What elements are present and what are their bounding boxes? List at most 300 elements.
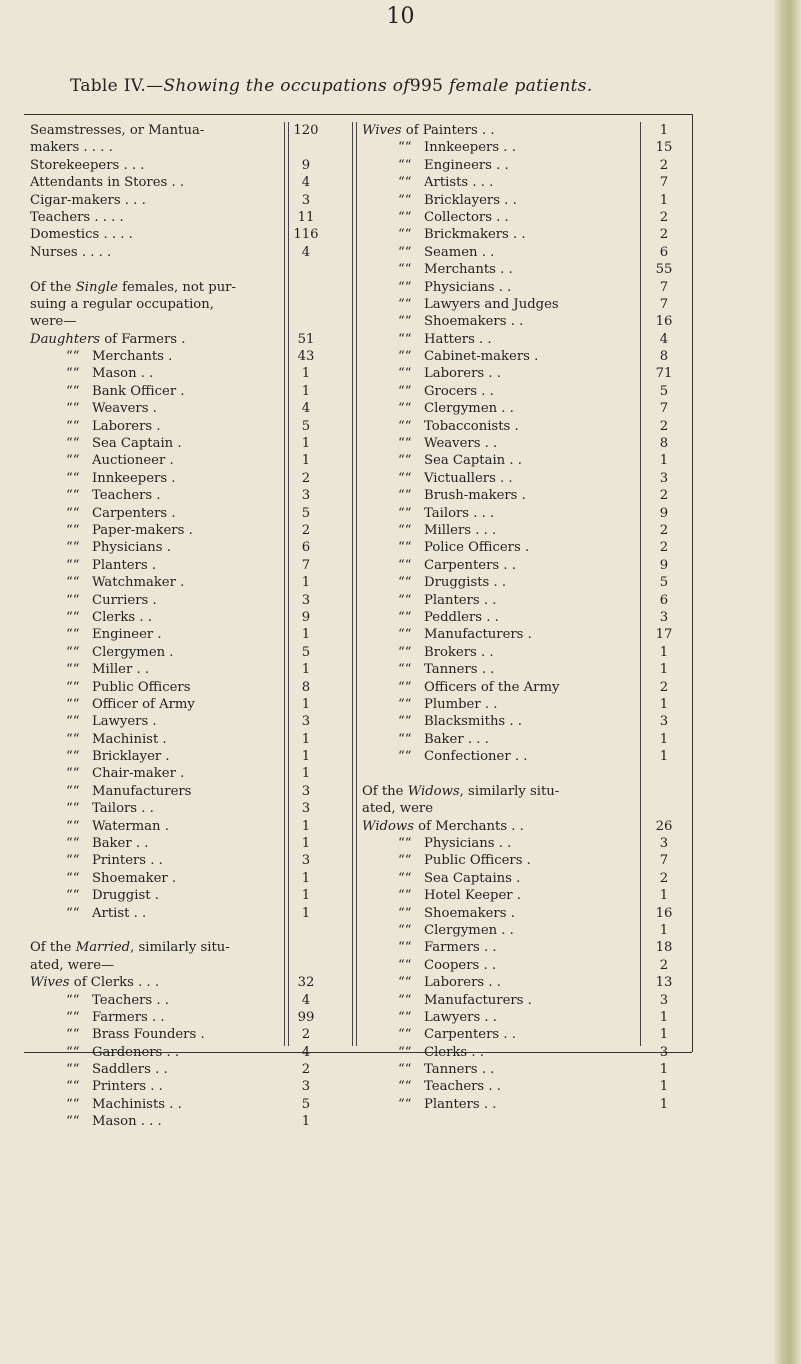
table-title-occupations: the occupations bbox=[245, 76, 388, 96]
table-title-of: of bbox=[392, 76, 410, 96]
table-row bbox=[362, 887, 692, 904]
count-value: 8 bbox=[659, 436, 669, 452]
table-row bbox=[30, 992, 330, 1009]
occupation-label bbox=[30, 818, 169, 835]
count-value: 1 bbox=[659, 696, 669, 712]
table-row bbox=[362, 505, 692, 522]
table-row bbox=[362, 957, 692, 974]
occupation-label bbox=[30, 157, 144, 174]
occupation-label bbox=[30, 365, 153, 382]
count-value: 1 bbox=[659, 1027, 669, 1043]
table-row bbox=[30, 679, 330, 696]
occupation-label bbox=[30, 870, 176, 887]
count-value: 6 bbox=[301, 540, 311, 556]
occupation-text: Manufacturers bbox=[92, 783, 192, 799]
count-value: 4 bbox=[301, 1044, 311, 1060]
occupation-text: Wives of Painters . . bbox=[362, 123, 495, 138]
occupation-label bbox=[362, 870, 520, 887]
table-row bbox=[362, 1026, 692, 1043]
count-value: 2 bbox=[659, 157, 669, 173]
table-row bbox=[362, 279, 692, 296]
occupation-text: were— bbox=[30, 314, 77, 330]
table-row bbox=[362, 244, 692, 261]
count-value: 3 bbox=[301, 1079, 311, 1095]
table-title-dash: — bbox=[146, 76, 164, 96]
table-row bbox=[362, 418, 692, 435]
occupation-text: Merchants . bbox=[92, 349, 173, 365]
count-value: 17 bbox=[655, 627, 673, 643]
table-row bbox=[30, 1113, 330, 1130]
count-value: 13 bbox=[655, 975, 673, 991]
occupation-label bbox=[30, 470, 176, 487]
occupation-label bbox=[362, 1078, 501, 1095]
ditto-mark: ““ bbox=[66, 1096, 80, 1112]
occupation-text: Artist . . bbox=[92, 905, 147, 921]
occupation-text: Brokers . . bbox=[424, 644, 494, 660]
occupation-label bbox=[30, 313, 76, 330]
count-value: 4 bbox=[301, 401, 311, 417]
occupation-label bbox=[362, 835, 511, 852]
occupation-label bbox=[362, 470, 513, 487]
occupation-text: Innkeepers . bbox=[92, 470, 176, 486]
occupation-text: Of the Widows, similarly situ- bbox=[362, 783, 560, 799]
ditto-mark: ““ bbox=[66, 627, 80, 643]
ditto-mark: ““ bbox=[398, 1044, 412, 1060]
table-row bbox=[30, 922, 330, 939]
ditto-mark: ““ bbox=[66, 453, 80, 469]
ditto-mark: ““ bbox=[398, 192, 412, 208]
count-value: 1 bbox=[659, 662, 669, 678]
occupation-label bbox=[362, 574, 506, 591]
table-row bbox=[362, 870, 692, 887]
ditto-mark: ““ bbox=[66, 470, 80, 486]
table-row bbox=[30, 139, 330, 156]
table-row bbox=[30, 696, 330, 713]
count-value: 2 bbox=[659, 488, 669, 504]
occupation-text: Of the Single females, not pur- bbox=[30, 279, 236, 295]
occupation-text: Waterman . bbox=[92, 818, 169, 834]
table-row bbox=[30, 1096, 330, 1113]
right-column bbox=[362, 122, 692, 1113]
occupation-label bbox=[30, 974, 159, 991]
occupation-label bbox=[362, 992, 532, 1009]
ditto-mark: ““ bbox=[66, 418, 80, 434]
count-value: 1 bbox=[659, 1079, 669, 1095]
occupation-label bbox=[30, 435, 182, 452]
occupation-text: Brass Founders . bbox=[92, 1027, 205, 1043]
count-value: 11 bbox=[297, 209, 315, 225]
ditto-mark: ““ bbox=[398, 1027, 412, 1043]
ditto-mark: ““ bbox=[398, 870, 412, 886]
occupation-text: Officer of Army bbox=[92, 696, 195, 712]
occupation-label bbox=[362, 748, 527, 765]
count-value: 7 bbox=[659, 296, 669, 312]
count-value: 2 bbox=[301, 1027, 311, 1043]
occupation-text: Officers of the Army bbox=[424, 679, 560, 695]
table-row bbox=[30, 748, 330, 765]
table-top-rule bbox=[24, 114, 692, 115]
table-row bbox=[30, 800, 330, 817]
occupation-label bbox=[30, 609, 152, 626]
occupation-text: Seamen . . bbox=[424, 244, 495, 260]
occupation-text: Attendants in Stores . . bbox=[30, 175, 185, 191]
occupation-label bbox=[362, 139, 516, 156]
occupation-label bbox=[362, 1044, 484, 1061]
occupation-label bbox=[362, 1009, 497, 1026]
count-value: 2 bbox=[659, 227, 669, 243]
occupation-text: Printers . . bbox=[92, 853, 163, 869]
table-row bbox=[30, 661, 330, 678]
count-value: 1 bbox=[659, 888, 669, 904]
occupation-text: Blacksmiths . . bbox=[424, 714, 522, 730]
table-row bbox=[30, 313, 330, 330]
table-row bbox=[30, 452, 330, 469]
occupation-text: Curriers . bbox=[92, 592, 157, 608]
occupation-text: Tobacconists . bbox=[424, 418, 519, 434]
table-row bbox=[30, 574, 330, 591]
occupation-text: Sea Captains . bbox=[424, 870, 521, 886]
occupation-text: Laborers . bbox=[92, 418, 161, 434]
table-row bbox=[362, 679, 692, 696]
occupation-text: Gardeners . . bbox=[92, 1044, 180, 1060]
ditto-mark: ““ bbox=[398, 714, 412, 730]
occupation-text: Paper-makers . bbox=[92, 522, 193, 538]
ditto-mark: ““ bbox=[66, 349, 80, 365]
occupation-label bbox=[30, 939, 230, 956]
table-row bbox=[30, 644, 330, 661]
occupation-text: Auctioneer . bbox=[92, 453, 174, 469]
count-value: 5 bbox=[659, 383, 669, 399]
occupation-label bbox=[362, 887, 521, 904]
count-value: 120 bbox=[293, 123, 319, 138]
occupation-label bbox=[30, 783, 191, 800]
table-row bbox=[30, 487, 330, 504]
occupation-text: Shoemaker . bbox=[92, 870, 177, 886]
table-row bbox=[362, 557, 692, 574]
occupation-text: Bank Officer . bbox=[92, 383, 185, 399]
occupation-text: Machinists . . bbox=[92, 1096, 182, 1112]
occupation-label bbox=[362, 122, 495, 139]
occupation-label bbox=[30, 331, 185, 348]
count-value: 1 bbox=[301, 383, 311, 399]
occupation-label bbox=[362, 852, 531, 869]
ditto-mark: ““ bbox=[398, 157, 412, 173]
table-row bbox=[30, 157, 330, 174]
table-row bbox=[30, 731, 330, 748]
occupation-label bbox=[362, 331, 492, 348]
table-row bbox=[30, 365, 330, 382]
ditto-mark: ““ bbox=[398, 175, 412, 191]
occupation-text: Daughters of Farmers . bbox=[30, 331, 186, 347]
table-title-female-patients: female patients. bbox=[448, 76, 593, 96]
table-row bbox=[30, 765, 330, 782]
occupation-label bbox=[30, 505, 176, 522]
table-row bbox=[362, 470, 692, 487]
table-row bbox=[362, 731, 692, 748]
ditto-mark: ““ bbox=[398, 696, 412, 712]
occupation-text: Sea Captain . . bbox=[424, 453, 522, 469]
ditto-mark: ““ bbox=[398, 418, 412, 434]
ditto-mark: ““ bbox=[66, 1044, 80, 1060]
count-value: 4 bbox=[659, 331, 669, 347]
occupation-label bbox=[30, 296, 214, 313]
occupation-text: Confectioner . . bbox=[424, 749, 528, 765]
table-row bbox=[362, 1009, 692, 1026]
occupation-label bbox=[362, 679, 559, 696]
occupation-label bbox=[362, 296, 559, 313]
ditto-mark: ““ bbox=[398, 975, 412, 991]
ditto-mark: ““ bbox=[66, 592, 80, 608]
count-value: 3 bbox=[301, 801, 311, 817]
ditto-mark: ““ bbox=[66, 853, 80, 869]
count-value: 2 bbox=[301, 470, 311, 486]
ditto-mark: ““ bbox=[66, 609, 80, 625]
table-row bbox=[362, 592, 692, 609]
ditto-mark: ““ bbox=[398, 453, 412, 469]
ditto-mark: ““ bbox=[66, 505, 80, 521]
ditto-mark: ““ bbox=[398, 383, 412, 399]
occupation-label bbox=[30, 452, 174, 469]
ditto-mark: ““ bbox=[398, 575, 412, 591]
occupation-label bbox=[30, 696, 195, 713]
occupation-text: Wives of Clerks . . . bbox=[30, 975, 160, 991]
occupation-label bbox=[30, 852, 163, 869]
occupation-text: Widows of Merchants . . bbox=[362, 818, 524, 834]
occupation-text: Carpenters . . bbox=[424, 557, 516, 573]
occupation-label bbox=[362, 1096, 496, 1113]
count-value: 5 bbox=[301, 644, 311, 660]
occupation-text: Bricklayers . . bbox=[424, 192, 517, 208]
ditto-mark: ““ bbox=[398, 522, 412, 538]
table-row bbox=[30, 835, 330, 852]
table-row bbox=[362, 939, 692, 956]
count-value: 51 bbox=[297, 331, 315, 347]
ditto-mark: ““ bbox=[398, 627, 412, 643]
table-row bbox=[362, 1096, 692, 1113]
table-title bbox=[70, 76, 710, 96]
ditto-mark: ““ bbox=[398, 209, 412, 225]
occupation-label bbox=[30, 1061, 168, 1078]
occupation-text: Public Officers . bbox=[424, 853, 531, 869]
occupation-label bbox=[30, 574, 184, 591]
occupation-text: Physicians . . bbox=[424, 279, 512, 295]
occupation-text: Merchants . . bbox=[424, 262, 513, 278]
occupation-label bbox=[362, 400, 514, 417]
count-value: 5 bbox=[301, 505, 311, 521]
occupation-text: Lawyers . bbox=[92, 714, 157, 730]
table-row bbox=[30, 1026, 330, 1043]
ditto-mark: ““ bbox=[66, 714, 80, 730]
table-row bbox=[30, 539, 330, 556]
occupation-label bbox=[30, 209, 124, 226]
count-value: 8 bbox=[301, 679, 311, 695]
table-row bbox=[362, 696, 692, 713]
occupation-text: Artists . . . bbox=[424, 175, 494, 191]
table-row bbox=[362, 748, 692, 765]
occupation-text: Watchmaker . bbox=[92, 575, 185, 591]
occupation-label bbox=[30, 713, 157, 730]
table-row bbox=[362, 400, 692, 417]
occupation-text: Druggist . bbox=[92, 888, 159, 904]
table-row bbox=[30, 1044, 330, 1061]
table-row bbox=[362, 522, 692, 539]
table-row bbox=[362, 1078, 692, 1095]
count-value: 5 bbox=[659, 575, 669, 591]
occupation-text: Seamstresses, or Mantua- bbox=[30, 123, 205, 138]
occupation-text: Weavers . . bbox=[424, 436, 498, 452]
occupation-label bbox=[362, 939, 497, 956]
table-row bbox=[362, 800, 692, 817]
ditto-mark: ““ bbox=[398, 992, 412, 1008]
count-value: 7 bbox=[659, 175, 669, 191]
count-value: 1 bbox=[659, 1009, 669, 1025]
count-value: 2 bbox=[659, 540, 669, 556]
occupation-text: Carpenters . . bbox=[424, 1027, 516, 1043]
occupation-text: Manufacturers . bbox=[424, 627, 532, 643]
ditto-mark: ““ bbox=[66, 488, 80, 504]
occupation-label bbox=[30, 557, 156, 574]
occupation-label bbox=[362, 974, 501, 991]
occupation-text: Brush-makers . bbox=[424, 488, 526, 504]
occupation-label bbox=[362, 348, 538, 365]
count-value: 1 bbox=[301, 905, 311, 921]
table-row bbox=[362, 1061, 692, 1078]
ditto-mark: ““ bbox=[398, 505, 412, 521]
occupation-text: Planters . . bbox=[424, 592, 497, 608]
occupation-label bbox=[30, 992, 169, 1009]
table-row bbox=[30, 348, 330, 365]
ditto-mark: ““ bbox=[66, 366, 80, 382]
occupation-text: Engineer . bbox=[92, 627, 162, 643]
left-column bbox=[30, 122, 330, 1131]
occupation-text: Carpenters . bbox=[92, 505, 176, 521]
occupation-text: Coopers . . bbox=[424, 957, 497, 973]
occupation-label bbox=[362, 209, 509, 226]
occupation-text: Weavers . bbox=[92, 401, 157, 417]
table-row bbox=[30, 1009, 330, 1026]
center-rule-a bbox=[352, 122, 353, 1046]
occupation-label bbox=[362, 1061, 494, 1078]
count-value: 5 bbox=[301, 1096, 311, 1112]
occupation-text: Farmers . . bbox=[92, 1009, 165, 1025]
count-value: 4 bbox=[301, 175, 311, 191]
table-row bbox=[30, 383, 330, 400]
ditto-mark: ““ bbox=[66, 870, 80, 886]
count-value: 4 bbox=[301, 992, 311, 1008]
ditto-mark: ““ bbox=[66, 749, 80, 765]
occupation-label bbox=[362, 539, 529, 556]
ditto-mark: ““ bbox=[66, 836, 80, 852]
occupation-label bbox=[30, 1078, 163, 1095]
table-row bbox=[362, 157, 692, 174]
ditto-mark: ““ bbox=[398, 540, 412, 556]
occupation-label bbox=[30, 244, 111, 261]
count-value: 1 bbox=[659, 453, 669, 469]
ditto-mark: ““ bbox=[66, 644, 80, 660]
occupation-label bbox=[30, 174, 184, 191]
occupation-label bbox=[362, 244, 494, 261]
table-row bbox=[362, 644, 692, 661]
ditto-mark: ““ bbox=[66, 992, 80, 1008]
ditto-mark: ““ bbox=[66, 1027, 80, 1043]
occupation-label bbox=[362, 696, 497, 713]
count-value: 2 bbox=[659, 870, 669, 886]
count-value: 55 bbox=[655, 262, 673, 278]
count-value: 1 bbox=[301, 696, 311, 712]
occupation-text: Mason . . bbox=[92, 366, 154, 382]
occupation-label bbox=[362, 1026, 516, 1043]
ditto-mark: ““ bbox=[398, 731, 412, 747]
occupation-text: Farmers . . bbox=[424, 940, 497, 956]
table-title-count: 995 bbox=[409, 76, 444, 96]
ditto-mark: ““ bbox=[398, 679, 412, 695]
occupation-text: Hotel Keeper . bbox=[424, 888, 521, 904]
table-row bbox=[30, 522, 330, 539]
ditto-mark: ““ bbox=[66, 888, 80, 904]
occupation-text: Lawyers . . bbox=[424, 1009, 498, 1025]
occupation-label bbox=[362, 174, 493, 191]
table-row bbox=[30, 939, 330, 956]
table-row bbox=[30, 887, 330, 904]
occupation-label bbox=[362, 522, 496, 539]
table-right-border bbox=[692, 114, 693, 1052]
ditto-mark: ““ bbox=[398, 227, 412, 243]
table-row bbox=[362, 226, 692, 243]
occupation-label bbox=[30, 122, 204, 139]
occupation-label bbox=[362, 783, 559, 800]
table-row bbox=[30, 1078, 330, 1095]
count-value: 6 bbox=[659, 244, 669, 260]
ditto-mark: ““ bbox=[398, 244, 412, 260]
ditto-mark: ““ bbox=[398, 557, 412, 573]
table-row bbox=[30, 279, 330, 296]
occupation-label bbox=[362, 487, 526, 504]
count-value: 2 bbox=[301, 1062, 311, 1078]
count-value: 9 bbox=[301, 609, 311, 625]
count-value: 71 bbox=[655, 366, 673, 382]
occupation-text: Teachers . . bbox=[424, 1079, 501, 1095]
table-row bbox=[30, 609, 330, 626]
ditto-mark: ““ bbox=[66, 401, 80, 417]
occupation-label bbox=[30, 383, 185, 400]
occupation-text: Clerks . . bbox=[424, 1044, 484, 1060]
count-value: 3 bbox=[659, 470, 669, 486]
count-value: 9 bbox=[301, 157, 311, 173]
occupation-label bbox=[30, 1096, 182, 1113]
ditto-mark: ““ bbox=[66, 557, 80, 573]
occupation-label bbox=[30, 748, 170, 765]
count-value: 9 bbox=[659, 505, 669, 521]
count-value: 2 bbox=[301, 522, 311, 538]
count-value: 1 bbox=[301, 436, 311, 452]
table-row bbox=[30, 435, 330, 452]
occupation-label bbox=[362, 313, 523, 330]
ditto-mark: ““ bbox=[66, 905, 80, 921]
occupation-label bbox=[362, 626, 532, 643]
ditto-mark: ““ bbox=[398, 957, 412, 973]
table-row bbox=[362, 435, 692, 452]
occupation-text: Teachers . bbox=[92, 488, 161, 504]
occupation-label bbox=[30, 139, 113, 156]
occupation-text: Nurses . . . . bbox=[30, 244, 112, 260]
center-rule-b bbox=[356, 122, 357, 1046]
occupation-label bbox=[30, 1113, 162, 1130]
ditto-mark: ““ bbox=[398, 1096, 412, 1112]
count-value: 6 bbox=[659, 592, 669, 608]
count-value: 1 bbox=[659, 922, 669, 938]
occupation-text: Manufacturers . bbox=[424, 992, 532, 1008]
occupation-label bbox=[362, 922, 514, 939]
